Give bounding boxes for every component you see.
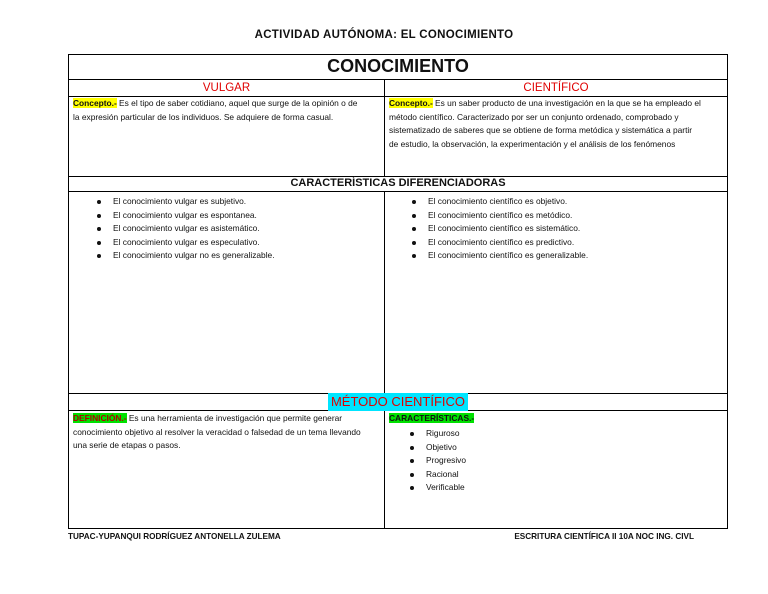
vulgar-traits-list [91,195,371,263]
list-item: Verificable [404,481,604,495]
cientifico-heading: CIENTÍFICO [523,82,589,94]
divider [384,410,385,528]
metodo-characteristics-list [404,427,604,495]
definition-label: DEFINICIÓN.- [73,413,127,423]
divider [69,191,727,192]
list-item: El conocimiento vulgar es subjetivo. [91,195,371,209]
footer-author: TUPAC-YUPANQUI RODRÍGUEZ ANTONELLA ZULEMA [68,532,281,541]
definition-text: Es una herramienta de investigación que permite generar conocimiento objetivo al resolver la veracidad o falsedad de un tema llevando una serie de etapas o pasos. [73,413,361,450]
divider [384,191,385,393]
footer-course: ESCRITURA CIENTÍFICA II 10A NOC ING. CIVL [514,532,694,541]
vulgar-concept [73,97,363,124]
vulgar-concept-label: Concepto.- [73,98,117,108]
list-item: El conocimiento vulgar es especulativo. [91,236,371,250]
list-item: El conocimiento científico es objetivo. [406,195,706,209]
cientifico-concept [389,97,701,151]
cientifico-concept-label: Concepto.- [389,98,433,108]
vulgar-concept-text: Es el tipo de saber cotidiano, aquel que surge de la opinión o de la expresión particular de los individuos. Se adquiere de forma casual. [73,98,358,122]
list-item: El conocimiento científico es metódico. [406,209,706,223]
characteristics-heading: CARACTERÍSTICAS DIFERENCIADORAS [290,177,506,189]
list-item: El conocimiento científico es generalizable. [406,249,706,263]
list-item: Progresivo [404,454,604,468]
cientifico-concept-text: Es un saber producto de una investigación en la que se ha empleado el método científico. Caracterizado por ser un conjunto ordenado, comprobado y sistematizado de saberes que se obtiene de forma metódica y sistemática a partir de estudio, la observación, la experimentación y el análisis de los fenómenos [389,98,701,149]
table-main-heading: CONOCIMIENTO [327,56,469,76]
list-item: El conocimiento vulgar es asistemático. [91,222,371,236]
metodo-definition [73,412,375,453]
list-item: Objetivo [404,441,604,455]
divider [384,96,385,176]
list-item: El conocimiento vulgar es espontanea. [91,209,371,223]
list-item: El conocimiento científico es sistemático. [406,222,706,236]
metodo-heading: MÉTODO CIENTÍFICO [328,393,468,411]
knowledge-table [68,54,728,529]
characteristics-label: CARACTERÍSTICAS.- [389,413,475,423]
list-item: El conocimiento vulgar no es generalizable. [91,249,371,263]
list-item: Riguroso [404,427,604,441]
metodo-heading-row [69,393,727,411]
metodo-characteristics [389,412,689,426]
divider [69,79,727,80]
vulgar-heading: VULGAR [202,82,251,94]
cientifico-traits-list [406,195,706,263]
list-item: Racional [404,468,604,482]
document-title: ACTIVIDAD AUTÓNOMA: EL CONOCIMIENTO [254,29,514,41]
list-item: El conocimiento científico es predictivo. [406,236,706,250]
